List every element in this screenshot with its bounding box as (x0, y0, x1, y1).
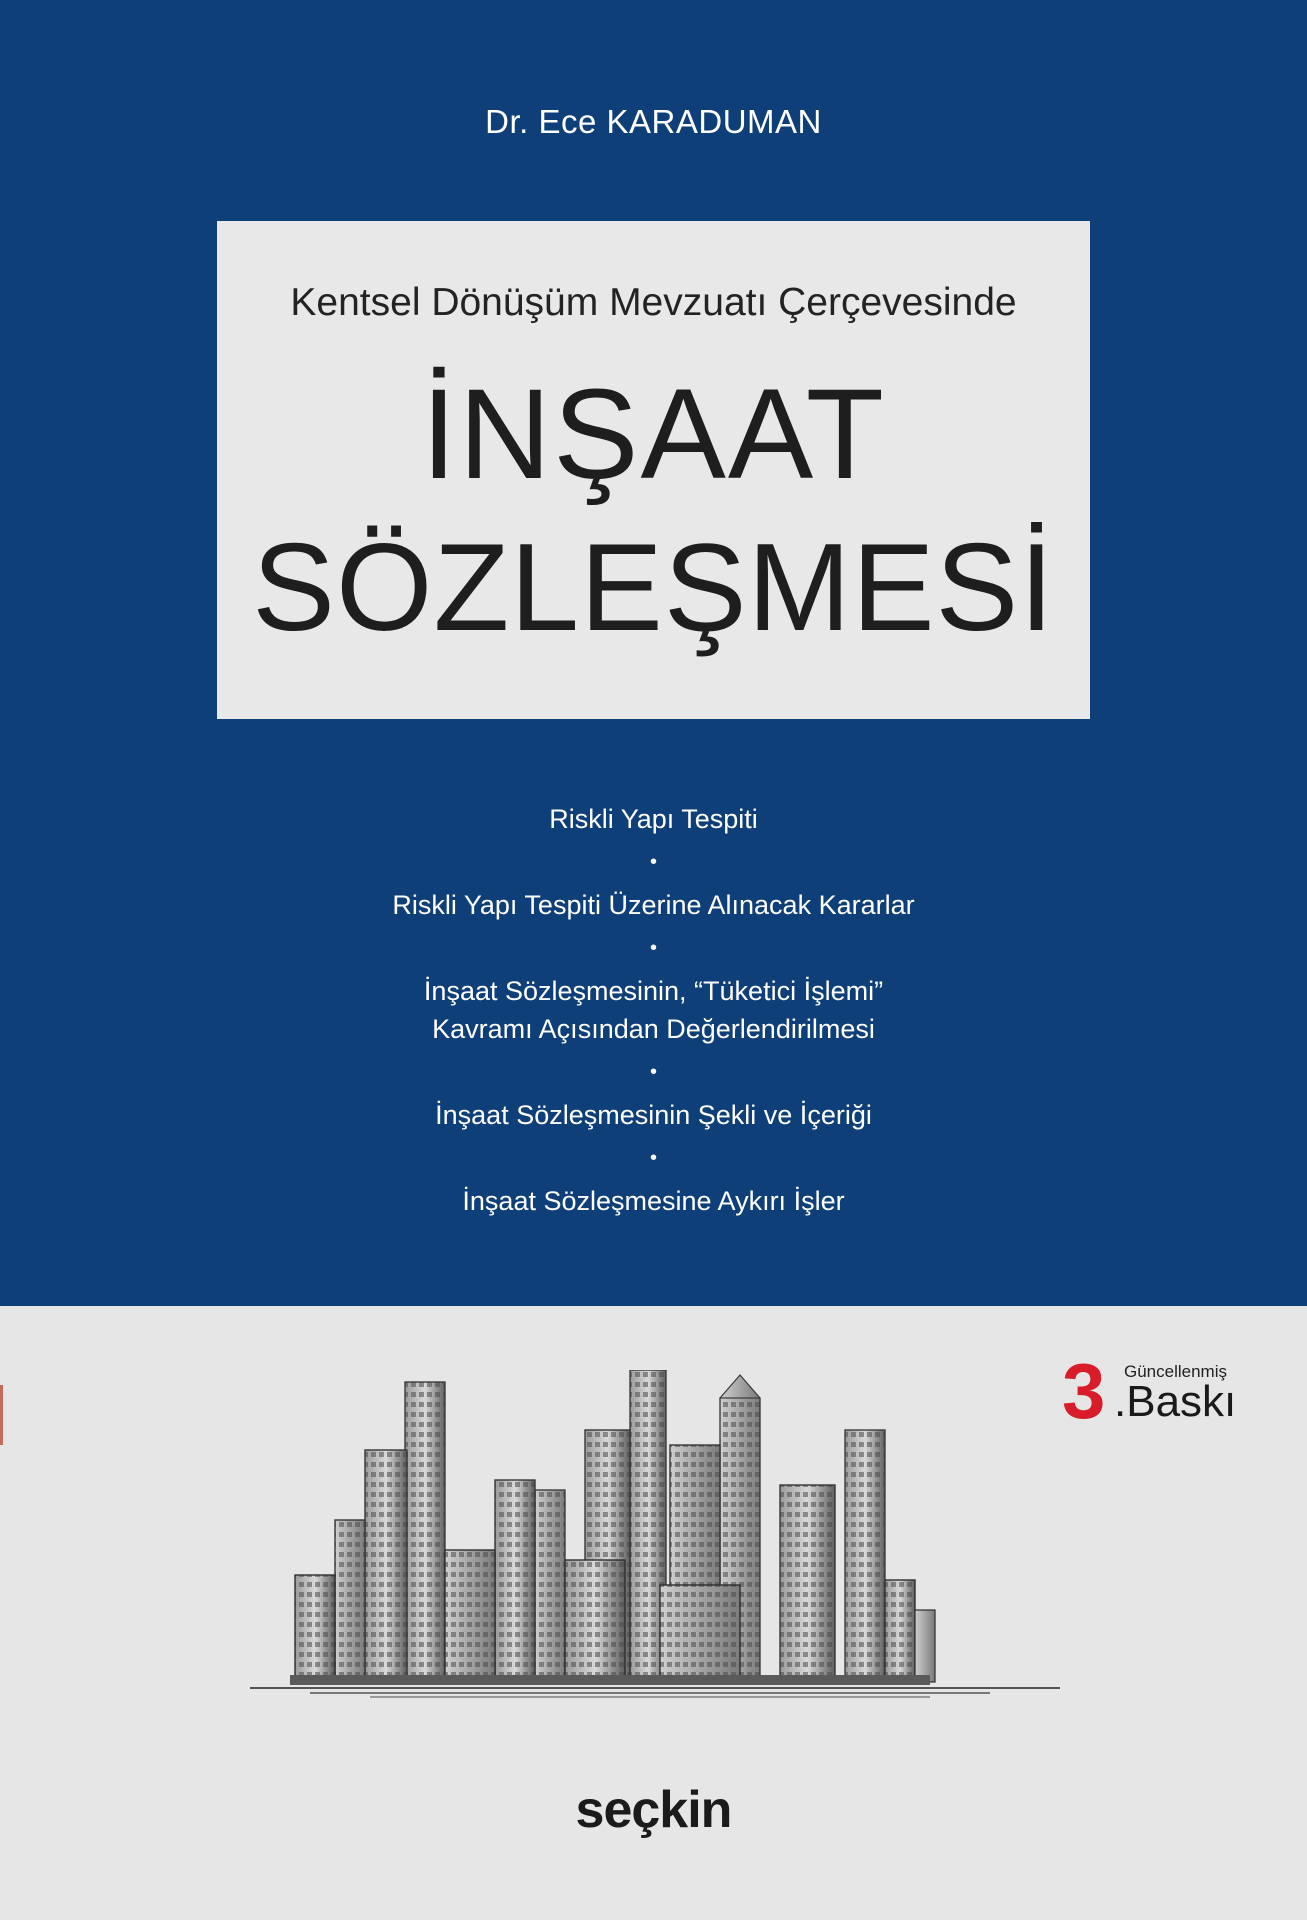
author-name: Dr. Ece KARADUMAN (485, 103, 822, 140)
edition-badge (1062, 1347, 1242, 1435)
topic-item: İnşaat Sözleşmesinin, “Tüketici İşlemi” (423, 976, 884, 1006)
book-title-line-1: İNŞAAT (421, 363, 886, 506)
publisher-logo: seçkin (575, 1781, 732, 1839)
title-box (217, 221, 1090, 719)
topic-item: İnşaat Sözleşmesinin Şekli ve İçeriği (435, 1100, 872, 1130)
topic-item: İnşaat Sözleşmesine Aykırı İşler (462, 1186, 845, 1216)
topic-item: Riskli Yapı Tespiti Üzerine Alınacak Kararlar (392, 890, 915, 920)
edition-updated-label: Güncellenmiş (1124, 1362, 1227, 1381)
topic-item: Kavramı Açısından Değerlendirilmesi (432, 1014, 875, 1044)
bullet-separator: • (649, 851, 657, 873)
city-skyline-illustration (250, 1370, 1060, 1700)
book-subtitle: Kentsel Dönüşüm Mevzuatı Çerçevesinde (290, 281, 1017, 324)
topic-list (0, 800, 1307, 1220)
edition-number: 3 (1062, 1347, 1106, 1435)
bullet-separator: • (649, 1147, 657, 1169)
bullet-separator: • (649, 937, 657, 959)
spine-edge-mark (0, 1385, 3, 1445)
book-title-line-2: SÖZLEŞMESİ (252, 519, 1055, 657)
edition-label: .Baskı (1114, 1377, 1237, 1426)
bullet-separator: • (649, 1061, 657, 1083)
topic-item: Riskli Yapı Tespiti (549, 804, 758, 834)
